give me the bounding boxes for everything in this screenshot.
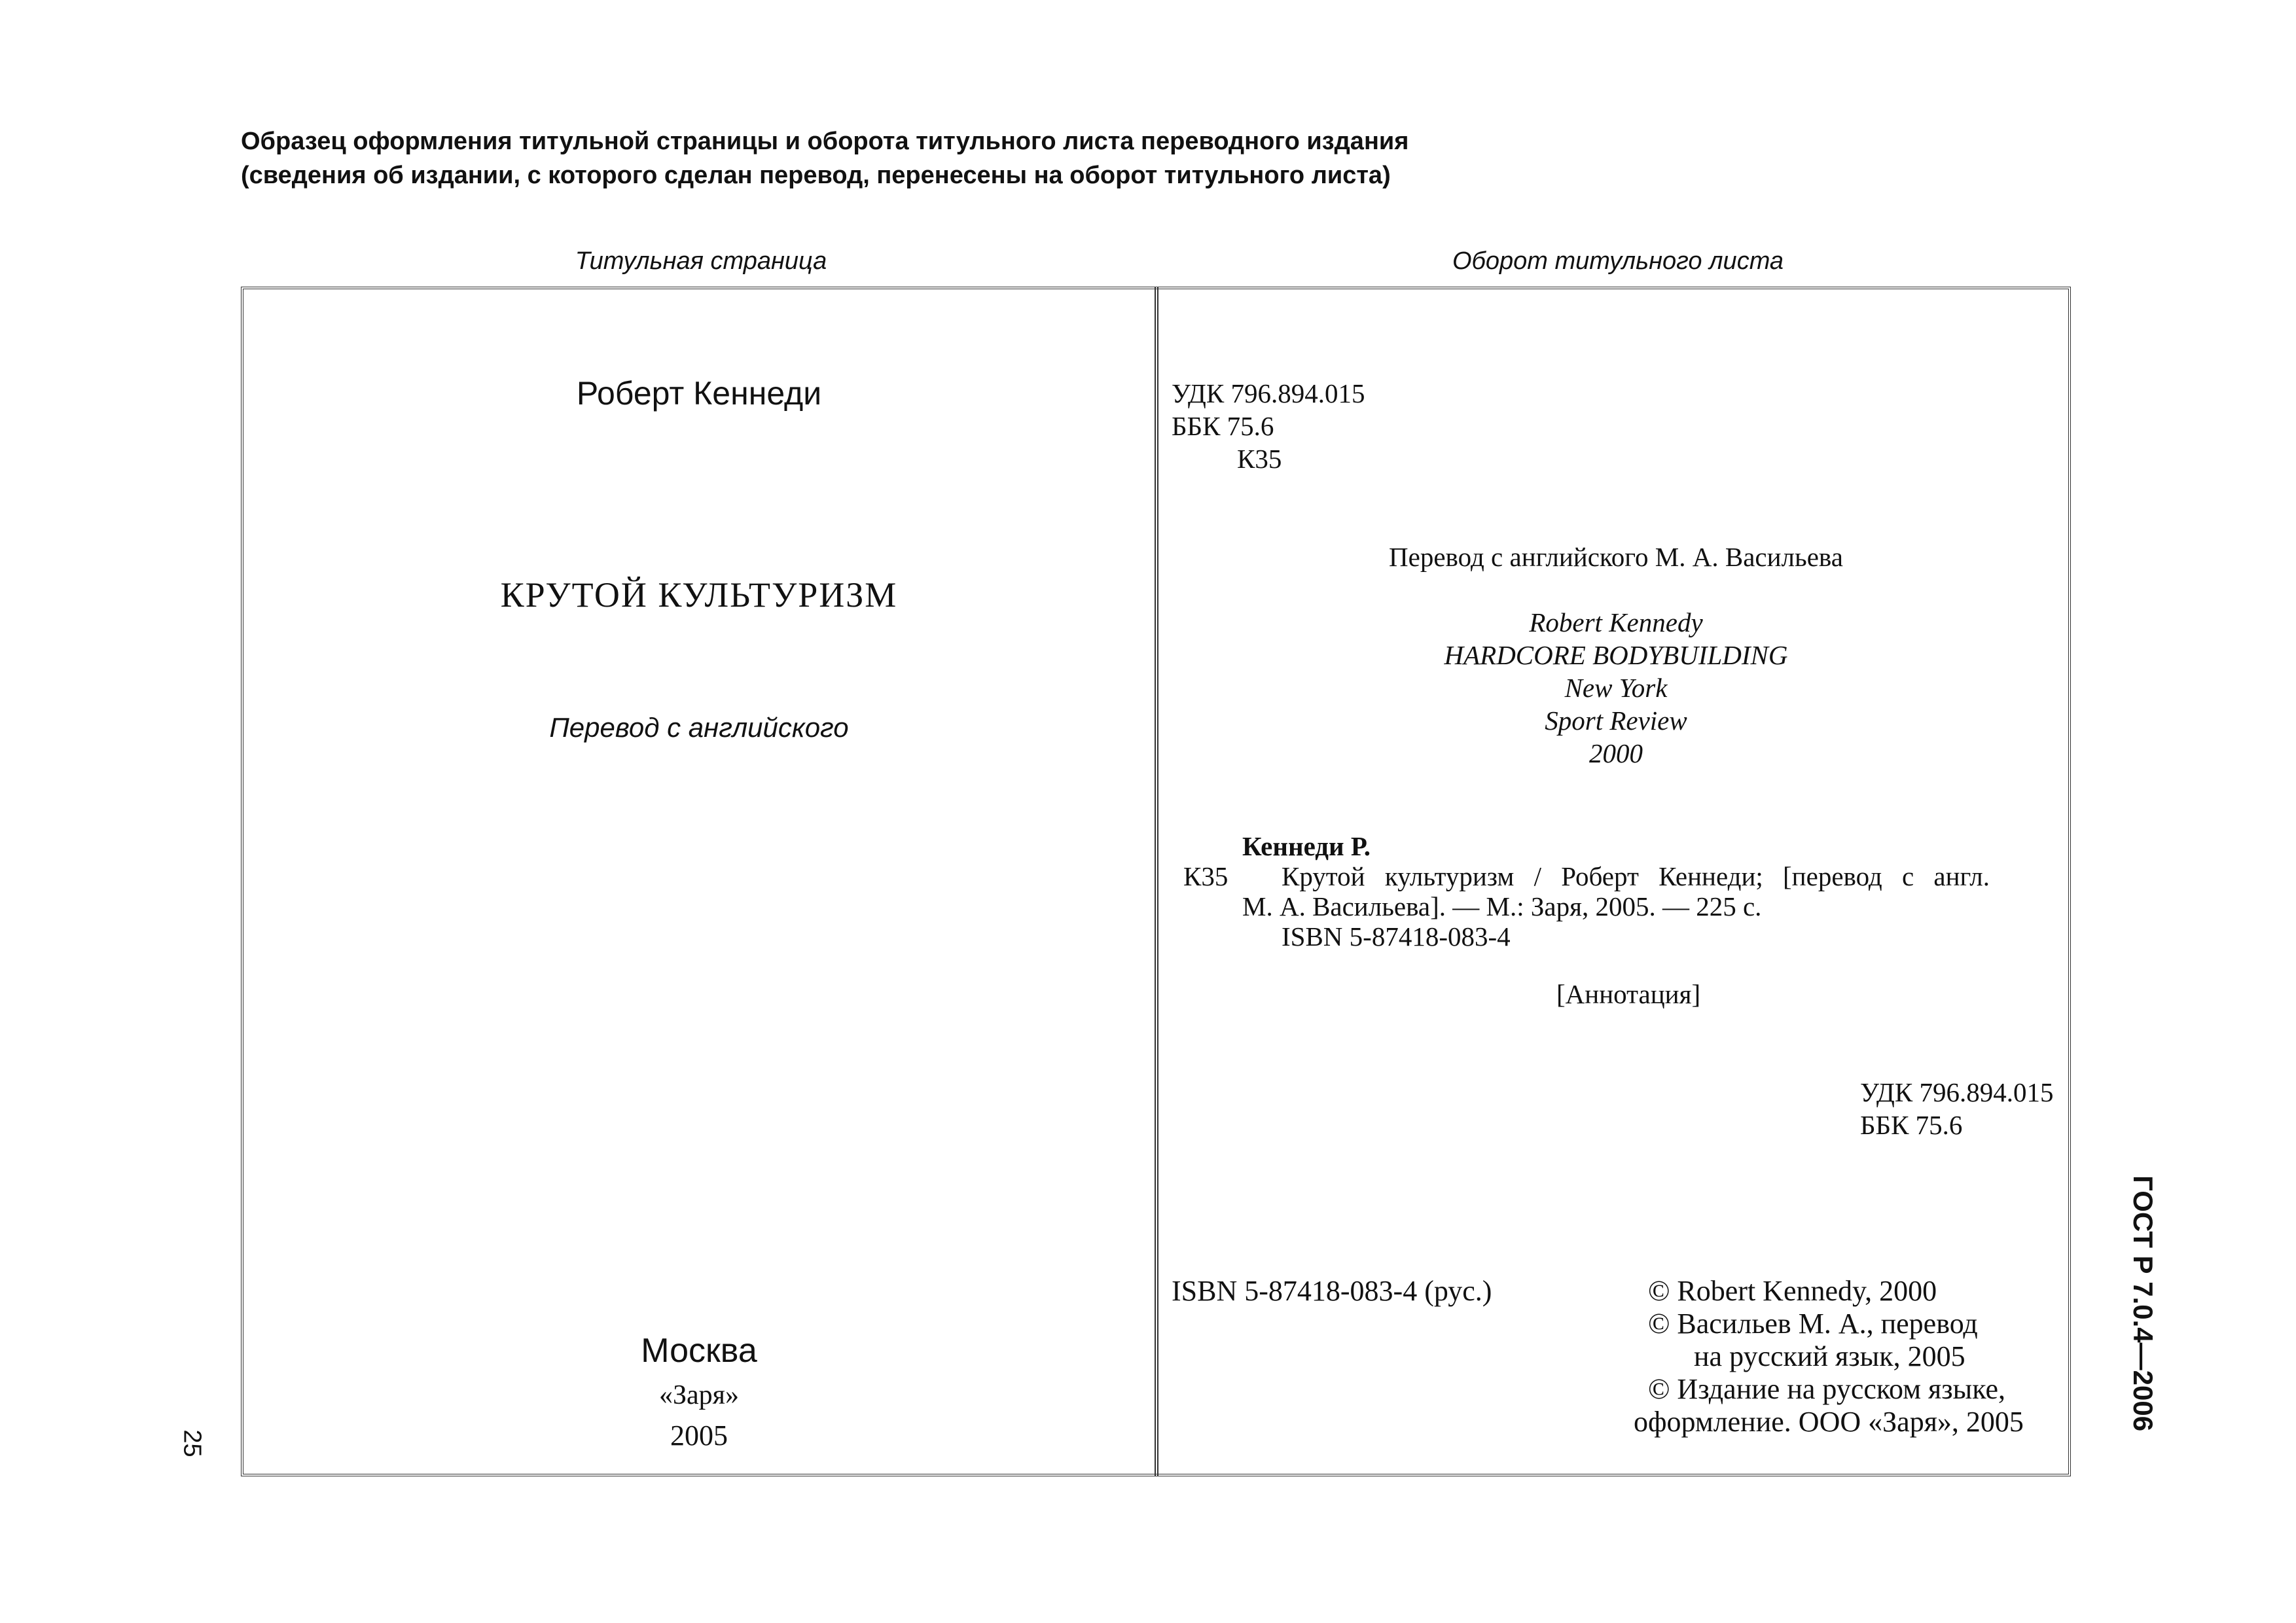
record-bbk: ББК 75.6	[1860, 1110, 1963, 1140]
record-heading: Кеннеди Р.	[1242, 831, 1371, 861]
copyright-line-3: на русский язык, 2005	[1694, 1340, 1965, 1372]
record-sign: К35	[1183, 861, 1229, 891]
page-number: 25	[178, 1429, 206, 1457]
title-page-author: Роберт Кеннеди	[576, 375, 822, 412]
reverse-isbn: ISBN 5-87418-083-4 (рус.)	[1172, 1275, 1492, 1307]
title-page-year: 2005	[670, 1419, 728, 1452]
record-line-1: Крутой культуризм / Роберт Кеннеди; [перевод с англ.	[1282, 861, 1990, 891]
caption-title-page: Титульная страница	[575, 247, 827, 275]
original-publisher: Sport Review	[1545, 705, 1687, 736]
standard-designation: ГОСТ Р 7.0.4—2006	[2128, 1175, 2159, 1432]
record-line-2: М. А. Васильева]. — М.: Заря, 2005. — 225 с.	[1242, 891, 1762, 921]
copyright-line-4: © Издание на русском языке,	[1648, 1373, 2006, 1405]
title-page-title: КРУТОЙ КУЛЬТУРИЗМ	[500, 575, 898, 615]
heading-line-2: (сведения об издании, с которого сделан перевод, перенесены на оборот титульного листа)	[241, 162, 1391, 189]
heading-line-1: Образец оформления титульной страницы и оборота титульного листа переводного издания	[241, 128, 1409, 155]
title-page-city: Москва	[641, 1332, 757, 1370]
original-city: New York	[1564, 673, 1668, 703]
reverse-author-sign: К35	[1237, 444, 1282, 474]
copyright-line-2: © Васильев М. А., перевод	[1648, 1308, 1978, 1340]
record-annotation: [Аннотация]	[1556, 979, 1701, 1009]
reverse-translator: Перевод с английского М. А. Васильева	[1389, 542, 1843, 572]
record-udk: УДК 796.894.015	[1860, 1077, 2054, 1107]
caption-reverse-page: Оборот титульного листа	[1452, 247, 1784, 275]
original-author: Robert Kennedy	[1529, 607, 1703, 637]
title-page-translation-note: Перевод с английского	[549, 712, 849, 743]
original-title: HARDCORE BODYBUILDING	[1444, 640, 1788, 670]
frame-divider	[1155, 287, 1158, 1476]
reverse-bbk: ББК 75.6	[1172, 411, 1274, 441]
title-page-publisher: «Заря»	[658, 1380, 739, 1410]
copyright-line-5: оформление. ООО «Заря», 2005	[1634, 1406, 2024, 1438]
original-year: 2000	[1589, 738, 1643, 768]
page-heading	[241, 124, 1408, 192]
reverse-udk: УДК 796.894.015	[1172, 378, 1365, 408]
record-isbn: ISBN 5-87418-083-4	[1282, 921, 1511, 952]
copyright-line-1: © Robert Kennedy, 2000	[1648, 1275, 1937, 1307]
